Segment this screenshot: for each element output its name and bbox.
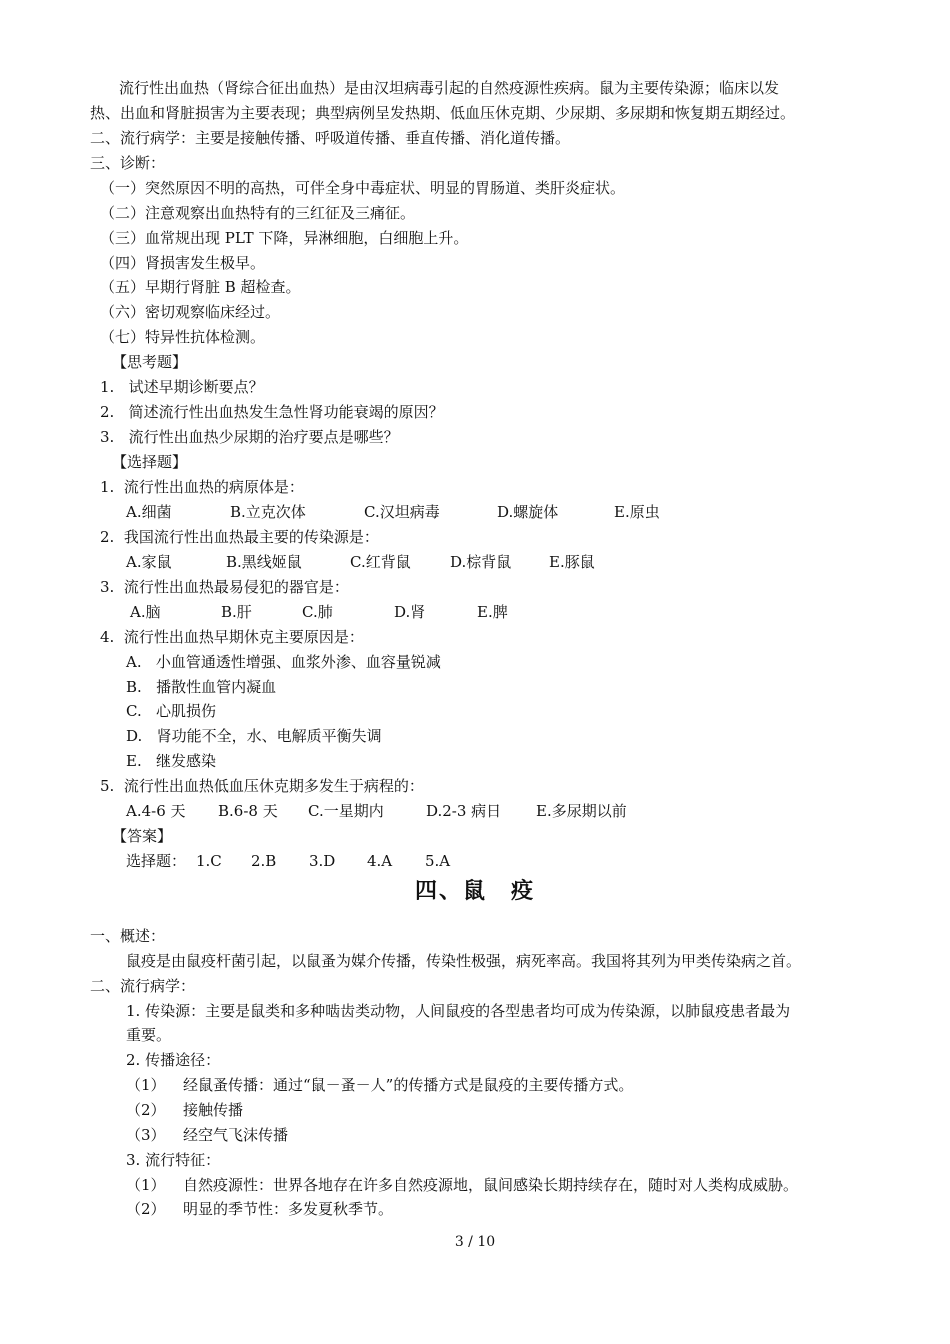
question-5-options (126, 800, 627, 822)
option: C.肺 (302, 603, 333, 621)
question-1: 1. 流行性出血热的病原体是： (100, 478, 304, 496)
answer: 1.C (196, 852, 222, 870)
answer: 4.A (367, 852, 393, 870)
question-2: 2. 我国流行性出血热最主要的传染源是： (100, 528, 379, 546)
answer: 5.A (425, 852, 451, 870)
question-2-options (126, 551, 595, 573)
diagnosis-item: （四）肾损害发生极早。 (100, 254, 266, 272)
feature-number: （2） (126, 1200, 166, 1218)
section-title: 四、鼠 疫 (414, 878, 535, 904)
option: E. 继发感染 (126, 752, 217, 770)
diagnosis-item: （一）突然原因不明的高热，可伴全身中毒症状、明显的胃肠道、类肝炎症状。 (100, 179, 626, 197)
thinking-item: 3. 流行性出血热少尿期的治疗要点是哪些？ (100, 428, 399, 446)
diagnosis-item: （六）密切观察临床经过。 (100, 303, 281, 321)
intro-line-2: 热、出血和肾脏损害为主要表现；典型病例呈发热期、低血压休克期、少尿期、多尿期和恢复期五期经过。 (90, 104, 796, 122)
option: E.多尿期以前 (536, 802, 627, 820)
question-1-options (126, 501, 660, 523)
option: A.家鼠 (126, 553, 172, 571)
option: B. 播散性血管内凝血 (126, 678, 277, 696)
intro-line-1: 流行性出血热（肾综合征出血热）是由汉坦病毒引起的自然疫源性疾病。鼠为主要传染源；临床以发 (119, 79, 780, 97)
epidemiology-line: 二、流行病学：主要是接触传播、呼吸道传播、垂直传播、消化道传播。 (90, 129, 571, 147)
diagnosis-heading: 三、诊断： (90, 154, 166, 172)
route-number: （1） (126, 1076, 166, 1094)
question-3-options (130, 601, 508, 623)
option: B.6-8 天 (218, 802, 278, 820)
thinking-item: 1. 试述早期诊断要点？ (100, 378, 264, 396)
option: D. 肾功能不全，水、电解质平衡失调 (126, 727, 382, 745)
option: D.螺旋体 (497, 503, 559, 521)
source-line-2: 重要。 (126, 1026, 172, 1044)
feature-text: 自然疫源性：世界各地存在许多自然疫源地，鼠间感染长期持续存在，随时对人类构成威胁。 (183, 1176, 799, 1194)
question-4: 4. 流行性出血热早期休克主要原因是： (100, 628, 364, 646)
question-3: 3. 流行性出血热最易侵犯的器官是： (100, 578, 349, 596)
option: A.细菌 (126, 503, 172, 521)
option: C.红背鼠 (350, 553, 411, 571)
option: E.脾 (477, 603, 508, 621)
answers-heading: 【答案】 (112, 827, 173, 845)
feature-number: （1） (126, 1176, 166, 1194)
feature-text: 明显的季节性：多发夏秋季节。 (183, 1200, 394, 1218)
overview-heading: 一、概述： (90, 927, 166, 945)
option: E.豚鼠 (549, 553, 595, 571)
thinking-heading: 【思考题】 (112, 353, 188, 371)
option: C.一星期内 (308, 802, 384, 820)
option: B.立克次体 (230, 503, 306, 521)
feature-heading: 3. 流行特征： (126, 1151, 221, 1169)
choice-heading: 【选择题】 (112, 453, 188, 471)
thinking-item: 2. 简述流行性出血热发生急性肾功能衰竭的原因？ (100, 403, 444, 421)
option: D.2-3 病日 (426, 802, 502, 820)
overview-text: 鼠疫是由鼠疫杆菌引起，以鼠蚤为媒介传播，传染性极强，病死率高。我国将其列为甲类传染病之首。 (126, 952, 802, 970)
route-text: 经鼠蚤传播：通过“鼠－蚤－人”的传播方式是鼠疫的主要传播方式。 (183, 1076, 634, 1094)
answers-line (126, 850, 450, 872)
route-text: 经空气飞沫传播 (183, 1126, 289, 1144)
option: D.棕背鼠 (450, 553, 512, 571)
route-heading: 2. 传播途径： (126, 1051, 221, 1069)
option: A. 小血管通透性增强、血浆外渗、血容量锐减 (126, 653, 441, 671)
route-number: （3） (126, 1126, 166, 1144)
source-line-1: 1. 传染源：主要是鼠类和多种啮齿类动物，人间鼠疫的各型患者均可成为传染源，以肺鼠疫患者最为 (126, 1002, 791, 1020)
answer: 2.B (251, 852, 277, 870)
route-text: 接触传播 (183, 1101, 244, 1119)
option: A.脑 (130, 603, 161, 621)
option: B.黑线姬鼠 (226, 553, 302, 571)
route-number: （2） (126, 1101, 166, 1119)
diagnosis-item: （五）早期行肾脏 B 超检查。 (100, 278, 301, 296)
option: E.原虫 (614, 503, 660, 521)
option: C. 心肌损伤 (126, 702, 217, 720)
question-5: 5. 流行性出血热低血压休克期多发生于病程的： (100, 777, 424, 795)
option: D.肾 (394, 603, 426, 621)
option: A.4-6 天 (126, 802, 186, 820)
option: B.肝 (221, 603, 252, 621)
diagnosis-item: （二）注意观察出血热特有的三红征及三痛征。 (100, 204, 416, 222)
option: C.汉坦病毒 (364, 503, 440, 521)
page-number: 3 / 10 (454, 1234, 496, 1250)
diagnosis-item: （七）特异性抗体检测。 (100, 328, 266, 346)
plague-epi-heading: 二、流行病学： (90, 977, 196, 995)
diagnosis-item: （三）血常规出现 PLT 下降，异淋细胞，白细胞上升。 (100, 229, 469, 247)
answers-label: 选择题： (126, 852, 187, 870)
answer: 3.D (309, 852, 336, 870)
